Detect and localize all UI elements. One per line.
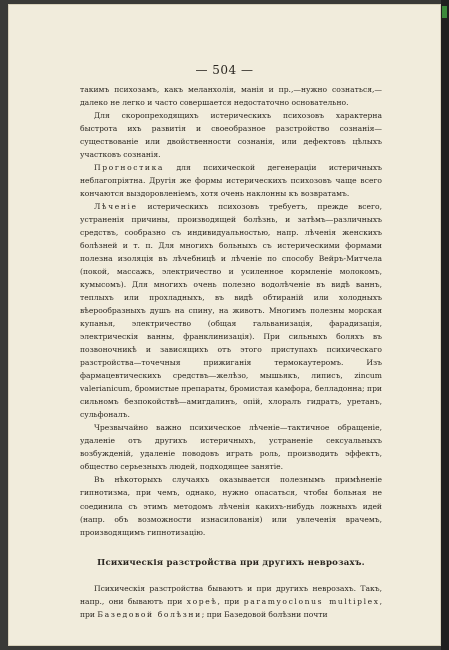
treatment-term: Лѣченіе [94, 202, 138, 212]
chorea-term: хореѣ [186, 596, 218, 606]
text-run: , при [217, 596, 244, 606]
page-number: — 504 — [195, 63, 254, 77]
treatment-text: истерическихъ психозовъ требуетъ, прежде всего, устраненія причины, производящей болѣзнь, и затѣмъ—различныхъ средствъ, сообразно съ индивидуальностью, напр. лѣченія женскихъ болѣзней и т. п. Для многихъ больныхъ съ истерическими формами полезна изоляція въ лѣчебницѣ и лѣченіе по способу Вейръ-Митчела (покой, массажъ, электричество и усиленное кормленіе молокомъ, кумысомъ). Для многихъ очень полезно водолѣченіе въ видѣ ваннъ, теплыхъ или прохладныхъ, въ видѣ обтираній или холодныхъ вѣерообразныхъ душъ на спину, на животъ. Многимъ полезны морская купанья, электричество (общая гальванизація, фарадизація, электрическія ванны, франклинизація). При сильныхъ боляхъ въ позвоночникѣ и зависящихъ отъ этого приступахъ психическаго разстройства—точечныя прижиганія термокаутеромъ. Изъ фармацевтическихъ средствъ—желѣзо, мышьякъ, липисъ, zincum valerianicum, бромистые препараты, бромистая камфора, белладонна; при сильномъ безпокойствѣ—амигдалинъ, опій, хлоралъ гидратъ, уретанъ, сульфоналъ. [80, 202, 382, 420]
paragraph-acute-psychoses: Для скоропреходящихъ истерическихъ психозовъ характерна быстрота ихъ развитія и своеобразное разстройство сознанія—существованіе или двойственности сознанія, или дефектовъ цѣлыхъ участковъ сознанія. [80, 111, 382, 160]
paragraph-treatment [80, 200, 382, 421]
prognosis-term: Прогностика [94, 163, 165, 173]
book-page [8, 4, 441, 646]
paragraph-continuation: такимъ психозамъ, какъ меланхолія, манія и пр.,—нужно сознаться,—далеко не легко и часто совершается недостаточно основательно. [80, 85, 382, 108]
paragraph-psychic-treatment: Чрезвычайно важно психическое лѣченіе—тактичное обращеніе, удаленіе отъ другихъ истеричныхъ, устраненіе сексуальныхъ возбужденій, удаленіе поводовъ играть роль, производить эффектъ, общество серьезныхъ людей, подходящее занятіе. [80, 423, 382, 472]
paramyoclonus-term: paramyoclonus multiplex [243, 596, 380, 606]
paragraph-other-neuroses [80, 582, 382, 621]
text-run: Психическія разстройства бываютъ и при другихъ неврозахъ. Такъ, напр., они бываютъ при [80, 583, 382, 606]
page-body [80, 83, 382, 621]
paragraph-prognosis [80, 161, 382, 200]
prognosis-text: для психической дегенераціи истеричныхъ неблагопріятна. Другія же формы истерическихъ психозовъ чаще всего кончаются выздоровленіемъ, хотя очень наклонны къ возвратамъ. [80, 163, 382, 199]
text-run: ; при Базедовой болѣзни почти [201, 609, 328, 619]
text-run: , при [80, 596, 383, 619]
scan-edge-strip [441, 0, 449, 650]
paragraph-hypnotism: Въ нѣкоторыхъ случаяхъ оказывается полезнымъ примѣненіе гипнотизма, при чемъ, однако, нужно опасаться, чтобы больная не соединила съ этимъ методомъ лѣченія какихъ-нибудь ложныхъ идей (напр. объ возможности изнасилованія) или увлеченія врачемъ, производящимъ гипнотизацію. [80, 475, 382, 537]
bookmark-tab-icon [442, 6, 447, 18]
section-heading: Психическія разстройства при другихъ неврозахъ. [97, 557, 365, 568]
basedow-term: Базедовой болѣзни [97, 609, 202, 619]
